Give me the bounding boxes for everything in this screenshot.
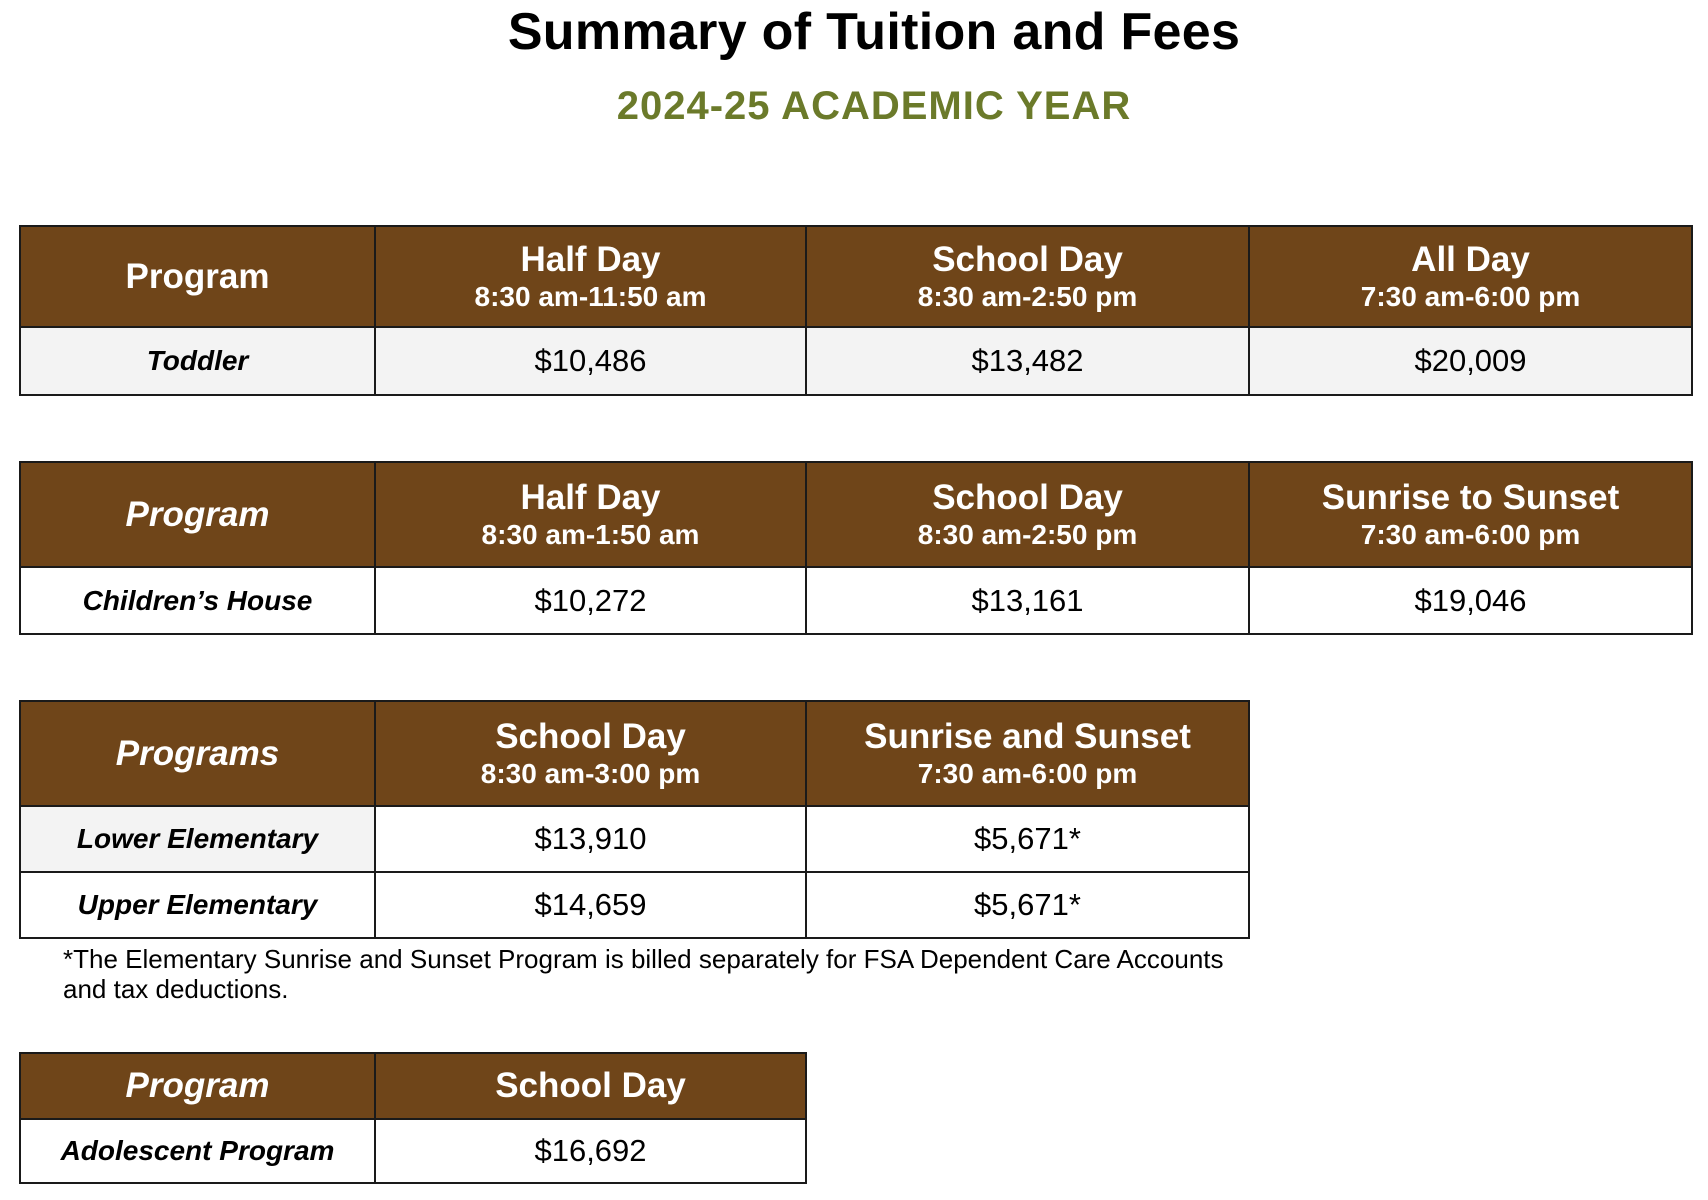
childrens-house-tuition-table [19,461,1693,635]
header-school-day: School Day 8:30 am-2:50 pm [806,462,1249,567]
table-header-row [20,1053,806,1119]
elementary-tuition-table [19,700,1250,939]
header-school-day: School Day 8:30 am-2:50 pm [806,226,1249,327]
header-sunrise-and-sunset: Sunrise and Sunset 7:30 am-6:00 pm [806,701,1249,806]
page-title: Summary of Tuition and Fees [507,3,1241,61]
price-cell: $5,671* [806,806,1249,872]
header-program: Program [20,462,375,567]
row-label-lower-elementary: Lower Elementary [20,806,375,872]
header-program: Program [20,1053,375,1119]
table-header-row [20,701,1249,806]
table-row [20,1119,806,1183]
page-subtitle: 2024-25 ACADEMIC YEAR [616,84,1132,128]
row-label-upper-elementary: Upper Elementary [20,872,375,938]
price-cell: $20,009 [1249,327,1692,395]
header-school-day: School Day [375,1053,806,1119]
header-half-day: Half Day 8:30 am-1:50 am [375,462,806,567]
table-header-row [20,226,1692,327]
row-label-adolescent-program: Adolescent Program [20,1119,375,1183]
row-label-toddler: Toddler [20,327,375,395]
price-cell: $14,659 [375,872,806,938]
elementary-footnote: *The Elementary Sunrise and Sunset Program is billed separately for FSA Dependent Care Accounts and tax deductions. [63,944,1224,1004]
table-row [20,872,1249,938]
header-programs: Programs [20,701,375,806]
price-cell: $10,272 [375,567,806,634]
header-school-day: School Day 8:30 am-3:00 pm [375,701,806,806]
header-all-day: All Day 7:30 am-6:00 pm [1249,226,1692,327]
price-cell: $13,482 [806,327,1249,395]
price-cell: $10,486 [375,327,806,395]
price-cell: $5,671* [806,872,1249,938]
header-sunrise-to-sunset: Sunrise to Sunset 7:30 am-6:00 pm [1249,462,1692,567]
price-cell: $19,046 [1249,567,1692,634]
header-half-day: Half Day 8:30 am-11:50 am [375,226,806,327]
toddler-tuition-table [19,225,1693,396]
table-header-row [20,462,1692,567]
table-row [20,567,1692,634]
table-row [20,806,1249,872]
price-cell: $16,692 [375,1119,806,1183]
row-label-childrens-house: Children’s House [20,567,375,634]
table-row [20,327,1692,395]
header-program: Program [20,226,375,327]
adolescent-tuition-table [19,1052,807,1184]
price-cell: $13,161 [806,567,1249,634]
price-cell: $13,910 [375,806,806,872]
